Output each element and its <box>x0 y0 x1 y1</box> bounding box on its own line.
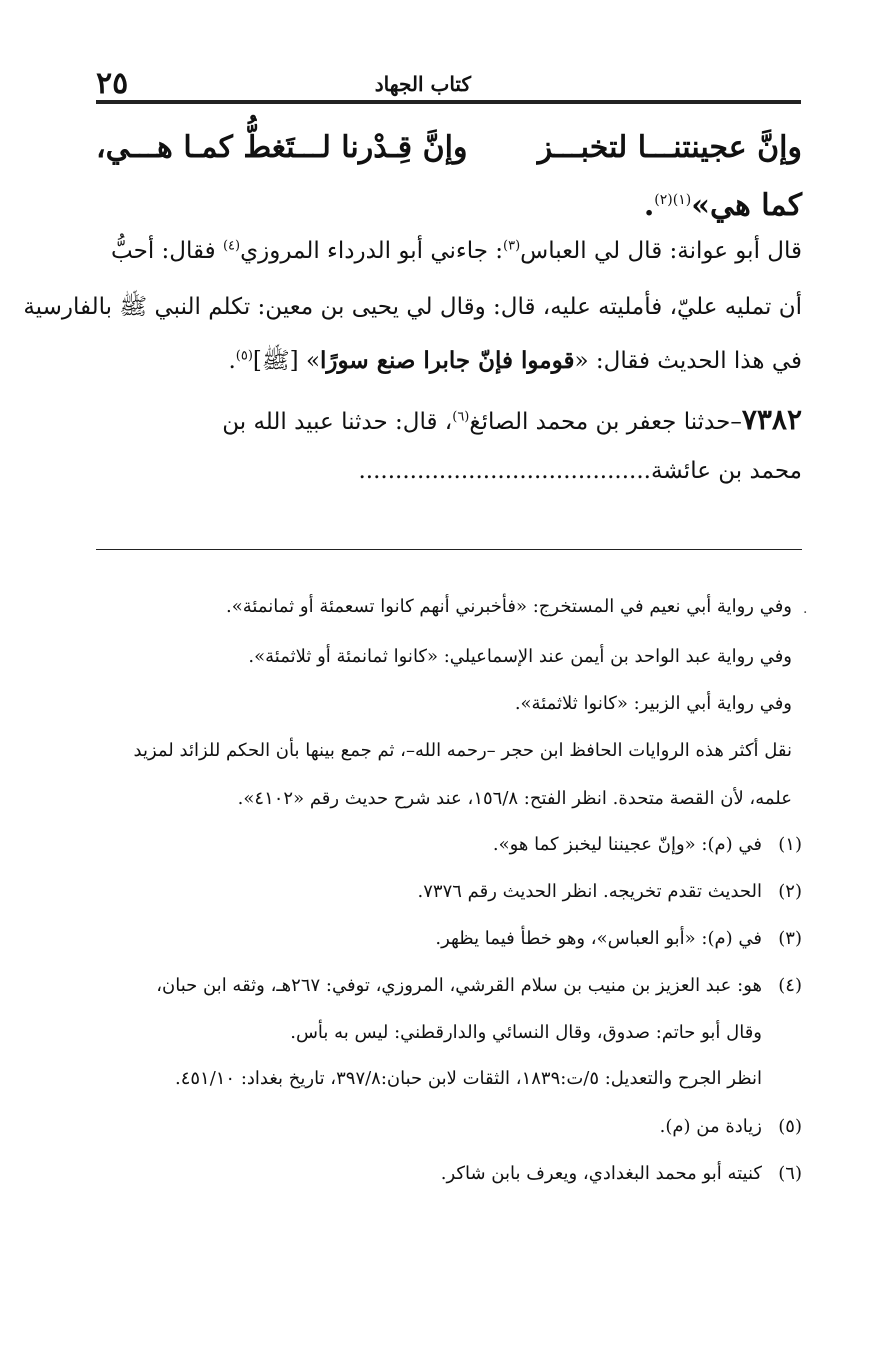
paragraph-line-1: قال أبو عوانة: قال لي العباس$^{(٣)}$: جاءني أبو الدرداء المروزي$^{(٤)}$ فقال: أحبُّ <box>111 238 802 264</box>
footnote-intro-line: وفي رواية عبد الواحد بن أيمن عند الإسماعيلي: «كانوا ثمانمئة أو ثلاثمئة». <box>248 646 792 667</box>
footnote-ref-5: (٥) <box>235 348 253 364</box>
footnote-number: (٣) <box>778 928 802 949</box>
footnote-number: (٢) <box>778 881 802 902</box>
footnote-ref-4: (٤) <box>222 238 241 254</box>
footnote-item: (٦)كنيته أبو محمد البغدادي، ويعرف بابن شاكر. <box>440 1163 802 1184</box>
footnote-number: (٦) <box>778 1163 802 1184</box>
hadith-quote: قوموا فإنّ جابرا صنع سورًا <box>320 347 575 374</box>
page-title: كتاب الجهاد <box>374 72 471 96</box>
paragraph-line-2: أن تمليه عليّ، فأمليته عليه، قال: وقال لي يحيى بن معين: تكلم النبي ﷺ بالفارسية <box>23 294 802 320</box>
footnote-item: (٢)الحديث تقدم تخريجه. انظر الحديث رقم ٧٣٧٦. <box>417 881 802 902</box>
footnote-intro-line: علمه، لأن القصة متحدة. انظر الفتح: ١٥٦/٨، عند شرح حديث رقم «٤١٠٢». <box>237 788 792 809</box>
footnote-ref-3: (٣) <box>503 238 521 254</box>
verse-line-1 <box>96 130 802 165</box>
footnote-item: (٣)في (م): «أبو العباس»، وهو خطأ فيما يظهر. <box>435 928 802 949</box>
paragraph-line-5: محمد بن عائشة........................................ <box>358 458 802 484</box>
footnote-ref-6: (٦) <box>452 409 470 425</box>
footnote-refs: (١)(٢) <box>654 192 692 208</box>
verse-hemistich-1: وإنَّ عجينتنـــا لتخبـــز <box>537 130 802 165</box>
footnote-continuation: انظر الجرح والتعديل: ٥/ت:١٨٣٩، الثقات لابن حبان:٣٩٧/٨، تاريخ بغداد: ٤٥١/١٠. <box>174 1068 762 1089</box>
hadith-number: ٧٣٨٢ <box>741 403 802 436</box>
footnote-number: (٥) <box>778 1116 802 1137</box>
margin-mark: · <box>803 605 808 621</box>
footnote-item: (١)في (م): «وإنّ عجيننا ليخبز كما هو». <box>492 834 802 855</box>
footnote-intro-line: نقل أكثر هذه الروايات الحافظ ابن حجر –رحمه الله–، ثم جمع بينها بأن الحكم للزائد لمزيد <box>133 740 792 761</box>
verse-hemistich-2: وإنَّ قِـدْرنا لـــتَغطُّ كمـا هـــي، <box>96 130 468 165</box>
verse-line-2: كما هي»$^{(١)(٢)}$. <box>643 188 802 223</box>
footnote-intro-line: وفي رواية أبي الزبير: «كانوا ثلاثمئة». <box>514 693 792 714</box>
page-header <box>96 58 801 104</box>
footnote-continuation: وقال أبو حاتم: صدوق، وقال النسائي والدارقطني: ليس به بأس. <box>290 1022 762 1043</box>
footnote-item: (٥)زيادة من (م). <box>659 1116 802 1137</box>
footnote-item: (٤)هو: عبد العزيز بن منيب بن سلام القرشي، المروزي، توفي: ٢٦٧هـ، وثقه ابن حبان، <box>156 975 802 996</box>
footnote-intro-line: وفي رواية أبي نعيم في المستخرج: «فأخبرني أنهم كانوا تسعمئة أو ثمانمئة». <box>226 596 792 617</box>
paragraph-line-3: في هذا الحديث فقال: «قوموا فإنّ جابرا صنع سورًا» [ﷺ]$^{(٥)}$. <box>228 347 802 374</box>
footnote-number: (١) <box>778 834 802 855</box>
footnote-number: (٤) <box>778 975 802 996</box>
header-rule <box>96 100 801 104</box>
page-number: ٢٥ <box>96 66 129 101</box>
paragraph-line-4: ٧٣٨٢–حدثنا جعفر بن محمد الصائغ$^{(٦)}$، قال: حدثنا عبيد الله بن <box>222 403 802 436</box>
footnote-separator <box>96 549 802 550</box>
